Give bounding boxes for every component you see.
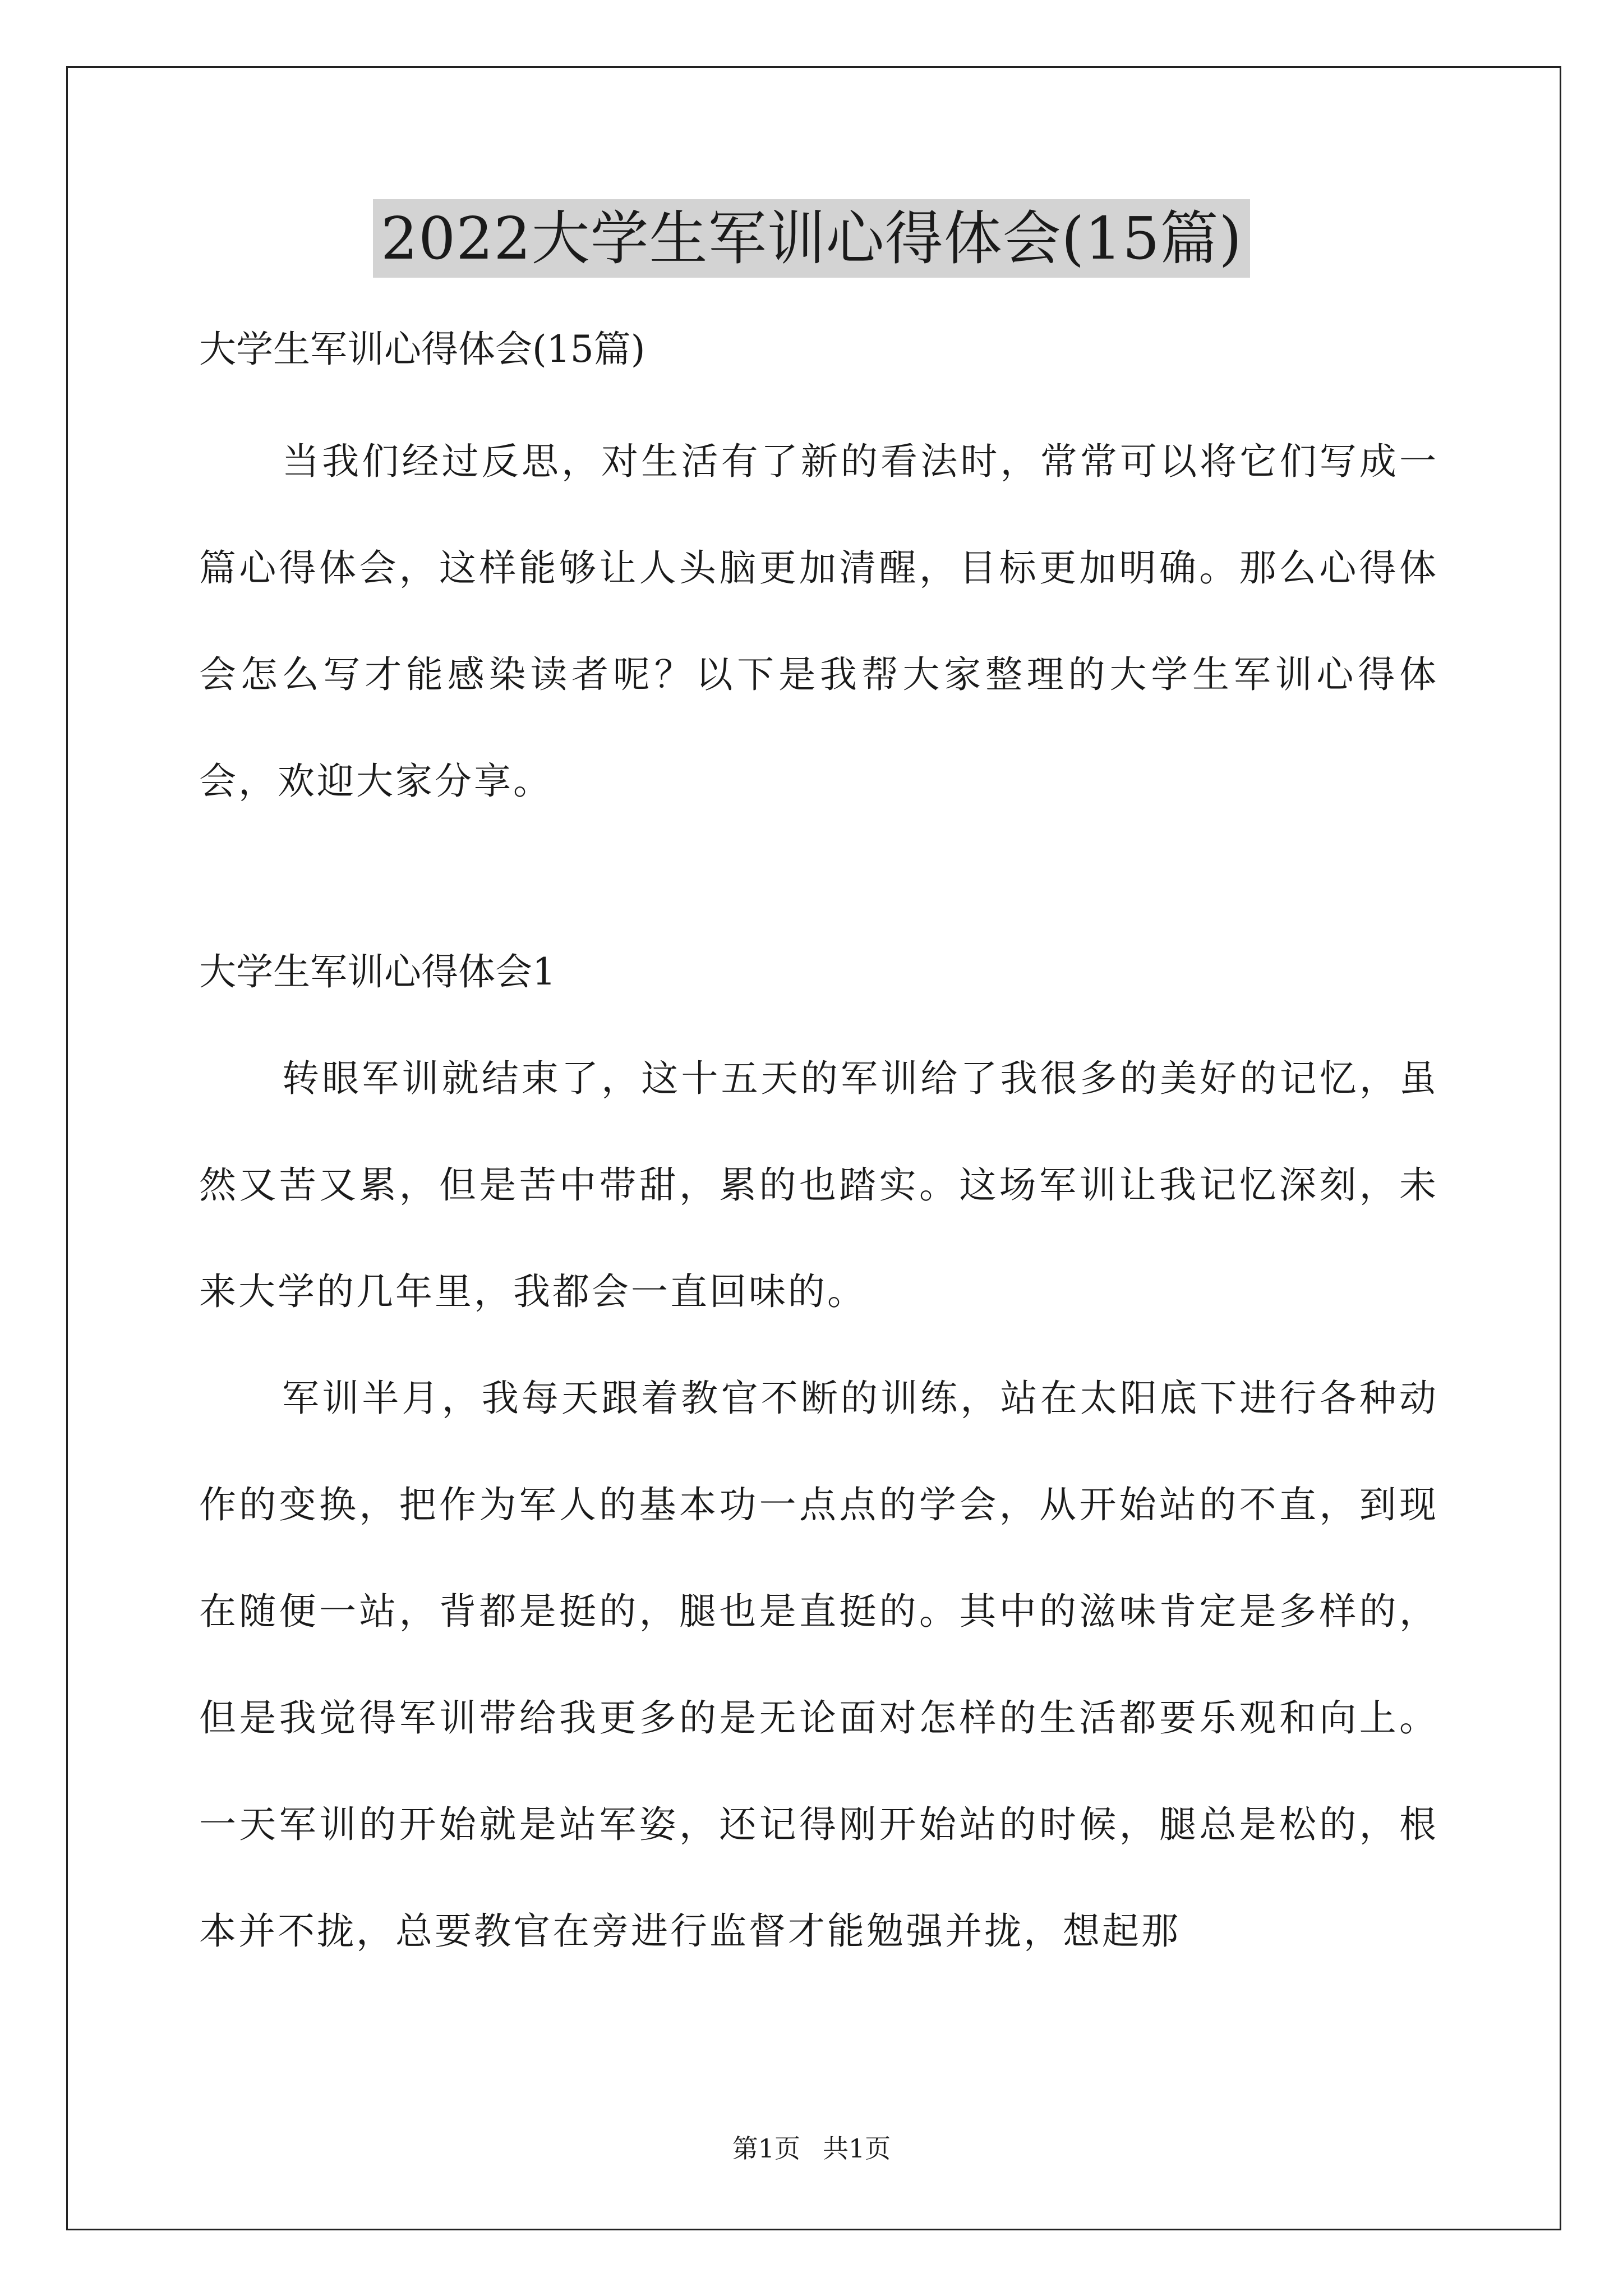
- section-heading: 大学生军训心得体会1: [199, 950, 556, 993]
- page-count: 共1页: [823, 2133, 891, 2164]
- title-block: [0, 199, 1623, 278]
- section-spacer: [199, 835, 1438, 919]
- document-body: [199, 307, 1438, 1985]
- document-title: 2022大学生军训心得体会(15篇): [373, 199, 1250, 278]
- page-number: 第1页: [732, 2133, 800, 2164]
- section-paragraph: 军训半月，我每天跟着教官不断的训练，站在太阳底下进行各种动作的变换，把作为军人的基本功一点点的学会，从开始站的不直，到现在随便一站，背都是挺的，腿也是直挺的。其中的滋味肯定是多样的，但是我觉得军训带给我更多的是无论面对怎样的生活都要乐观和向上。一天军训的开始就是站军姿，还记得刚开始站的时候，腿总是松的，根本并不拢，总要教官在旁进行监督才能勉强并拢，想起那: [199, 1377, 1438, 1953]
- section-paragraph: 转眼军训就结束了，这十五天的军训给了我很多的美好的记忆，虽然又苦又累，但是苦中带甜，累的也踏实。这场军训让我记忆深刻，未来大学的几年里，我都会一直回味的。: [199, 1057, 1438, 1313]
- document-subtitle: 大学生军训心得体会(15篇): [199, 328, 645, 371]
- intro-paragraph: 当我们经过反思，对生活有了新的看法时，常常可以将它们写成一篇心得体会，这样能够让人头脑更加清醒，目标更加明确。那么心得体会怎么写才能感染读者呢？以下是我帮大家整理的大学生军训心得体会，欢迎大家分享。: [199, 440, 1438, 803]
- page-footer: [0, 2132, 1623, 2165]
- section-1: [199, 919, 1438, 1985]
